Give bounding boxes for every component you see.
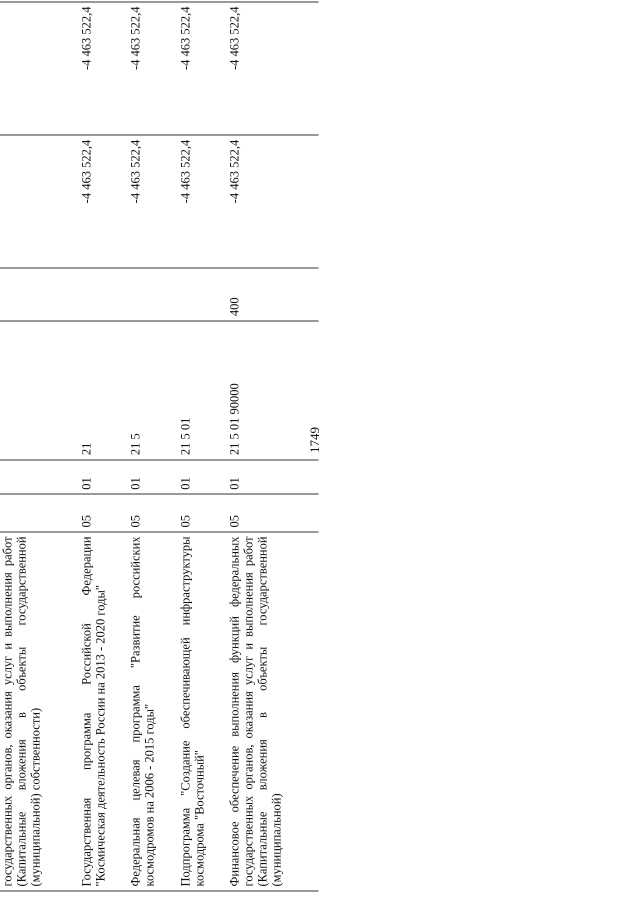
table-row: [0, 2, 77, 891]
cell-change: -4 463 522,4: [176, 135, 226, 268]
cell-total: [0, 2, 77, 135]
table-row: [127, 2, 177, 891]
cell-vr: [0, 268, 77, 320]
cell-change: -4 463 522,4: [77, 135, 127, 268]
cell-pr: 01: [226, 459, 319, 494]
page-number: 1749: [307, 427, 322, 453]
cell-pr: [0, 459, 77, 494]
cell-name: государственных органов, оказания услуг и выполнения работ (Капитальные вложения в объекты государственной (муниципальной) собственности): [0, 531, 77, 890]
cell-rz: [0, 494, 77, 532]
cell-name: Финансовое обеспечение выполнения функций федеральных государственных органов, оказания услуг и выполнения работ (Капитальные вложения в объекты государственной (муниципальной): [226, 531, 319, 890]
cell-csr: [0, 320, 77, 459]
cell-rz: 05: [226, 494, 319, 532]
cell-total: -4 463 522,4: [127, 2, 177, 135]
table-row: [77, 2, 127, 891]
cell-pr: 01: [77, 459, 127, 494]
table-row: [226, 2, 319, 891]
cell-csr: 21 5 01: [176, 320, 226, 459]
cell-vr: [176, 268, 226, 320]
cell-pr: 01: [127, 459, 177, 494]
cell-name: Федеральная целевая программа "Развитие российских космодромов на 2006 - 2015 годы": [127, 531, 177, 890]
table-body: [0, 2, 319, 891]
budget-table: [0, 1, 319, 891]
cell-name: Государственная программа Российской Федерации "Космическая деятельность России на 2013 - 2020 годы": [77, 531, 127, 890]
cell-name: Подпрограмма "Создание обеспечивающей инфраструктуры космодрома "Восточный": [176, 531, 226, 890]
cell-rz: 05: [127, 494, 177, 532]
cell-rz: 05: [176, 494, 226, 532]
cell-vr: [77, 268, 127, 320]
cell-pr: 01: [176, 459, 226, 494]
cell-total: -4 463 522,4: [77, 2, 127, 135]
table-row: [176, 2, 226, 891]
cell-change: -4 463 522,4: [226, 135, 319, 268]
cell-rz: 05: [77, 494, 127, 532]
cell-change: -4 463 522,4: [127, 135, 177, 268]
cell-total: -4 463 522,4: [226, 2, 319, 135]
cell-total: -4 463 522,4: [176, 2, 226, 135]
cell-vr: 400: [226, 268, 319, 320]
cell-vr: [127, 268, 177, 320]
cell-csr: 21 5 01 90000: [226, 320, 319, 459]
cell-csr: 21: [77, 320, 127, 459]
cell-change: [0, 135, 77, 268]
cell-csr: 21 5: [127, 320, 177, 459]
